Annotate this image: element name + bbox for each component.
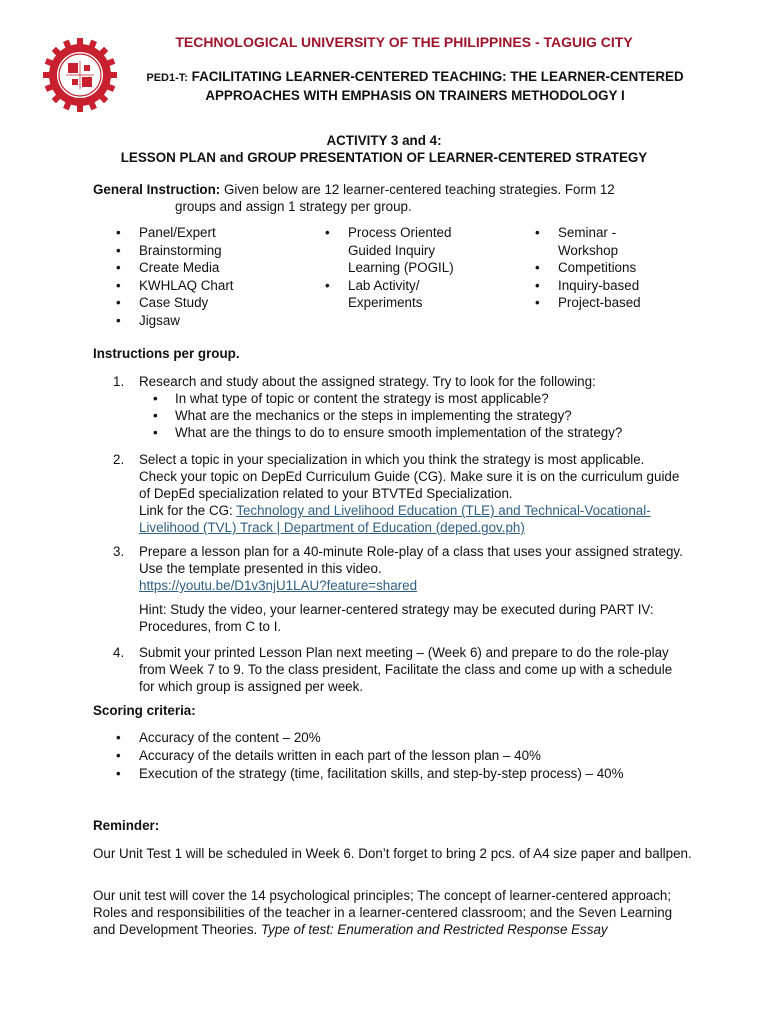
list-item: • Process Oriented Guided Inquiry Learning (POGIL): [322, 224, 472, 277]
instruction-item-4: 4. Submit your printed Lesson Plan next meeting – (Week 6) and prepare to do the role-play from Week 7 to 9. To the class president, Facilitate the class and come up with a schedule for which group is assigned per week.: [113, 645, 673, 694]
university-name: TECHNOLOGICAL UNIVERSITY OF THE PHILIPPINES - TAGUIG CITY: [175, 34, 633, 50]
strategy-list-col1: [113, 224, 303, 329]
instruction-item-2: 2. Select a topic in your specialization in which you think the strategy is most applicable. Check your topic on DepEd Curriculum Guide (CG). Make sure it is on the curriculum guide of DepEd specialization related to your BTVTEd Specialization. Link for the CG: Technology and Livelihood Education (TLE) and Technical-Vocational-Livelihood (TVL) Track | Department of Education (deped.gov.ph): [113, 452, 680, 535]
activity-title: ACTIVITY 3 and 4: LESSON PLAN and GROUP PRESENTATION OF LEARNER-CENTERED STRATEGY: [120, 133, 648, 165]
reminder-paragraph-1: Our Unit Test 1 will be scheduled in Week 6. Don’t forget to bring 2 pcs. of A4 size paper and ballpen.: [93, 846, 692, 861]
instructions-heading: Instructions per group.: [93, 346, 240, 361]
video-link[interactable]: https://youtu.be/D1v3njU1LAU?feature=shared: [139, 578, 418, 593]
list-item: • Accuracy of the content – 20%: [113, 729, 693, 747]
scoring-heading: Scoring criteria:: [93, 703, 196, 718]
reminder-heading: Reminder:: [93, 818, 160, 833]
cg-link[interactable]: Technology and Livelihood Education (TLE) and Technical-Vocational-Livelihood (TVL) Track | Department of Education (deped.gov.ph): [139, 503, 651, 535]
list-item: • Project-based: [532, 294, 672, 312]
course-title: PED1-T: FACILITATING LEARNER-CENTERED TEACHING: THE LEARNER-CENTERED APPROACHES WITH EMPHASIS ON TRAINERS METHODOLOGY I: [146, 69, 684, 103]
list-item: • Brainstorming: [113, 242, 303, 260]
list-item: • What are the things to do to ensure smooth implementation of the strategy?: [153, 424, 683, 441]
list-item: • Accuracy of the details written in each part of the lesson plan – 40%: [113, 747, 693, 765]
list-item: • Jigsaw: [113, 312, 303, 330]
list-item: • In what type of topic or content the strategy is most applicable?: [153, 390, 683, 407]
strategy-list-col3: [532, 224, 672, 312]
list-item: • Seminar - Workshop: [532, 224, 672, 259]
list-item: • KWHLAQ Chart: [113, 277, 303, 295]
instruction-item-1: 1. Research and study about the assigned strategy. Try to look for the following: • In what type of topic or content the strategy is most applicable? • What are the mechanics or the steps in implementing the strategy? • What are the things to do to ensure smooth implementation of the strategy?: [113, 373, 683, 441]
list-item: • Create Media: [113, 259, 303, 277]
scoring-list: [113, 729, 693, 783]
general-instruction: General Instruction: Given below are 12 learner-centered teaching strategies. Form 12 groups and assign 1 strategy per group.: [93, 182, 615, 214]
list-item: • Panel/Expert: [113, 224, 303, 242]
reminder-paragraph-2: Our unit test will cover the 14 psychological principles; The concept of learner-centered approach; Roles and responsibilities of the teacher in a learner-centered classroom; and the Seven Learning and Development Theories. Type of test: Enumeration and Restricted Response Essay: [93, 888, 673, 937]
list-item: • Case Study: [113, 294, 303, 312]
list-item: • Competitions: [532, 259, 672, 277]
strategy-list-col2: [322, 224, 472, 312]
list-item: • Inquiry-based: [532, 277, 672, 295]
list-item: • Execution of the strategy (time, facilitation skills, and step-by-step process) – 40%: [113, 765, 693, 783]
list-item: • What are the mechanics or the steps in implementing the strategy?: [153, 407, 683, 424]
list-item: • Lab Activity/ Experiments: [322, 277, 472, 312]
instruction-item-3: 3. Prepare a lesson plan for a 40-minute Role-play of a class that uses your assigned strategy. Use the template presented in this video. https://youtu.be/D1v3njU1LAU?feature=shared Hint: Study the video, your learner-centered strategy may be executed during PART IV: Procedures, from C to I.: [113, 544, 683, 634]
